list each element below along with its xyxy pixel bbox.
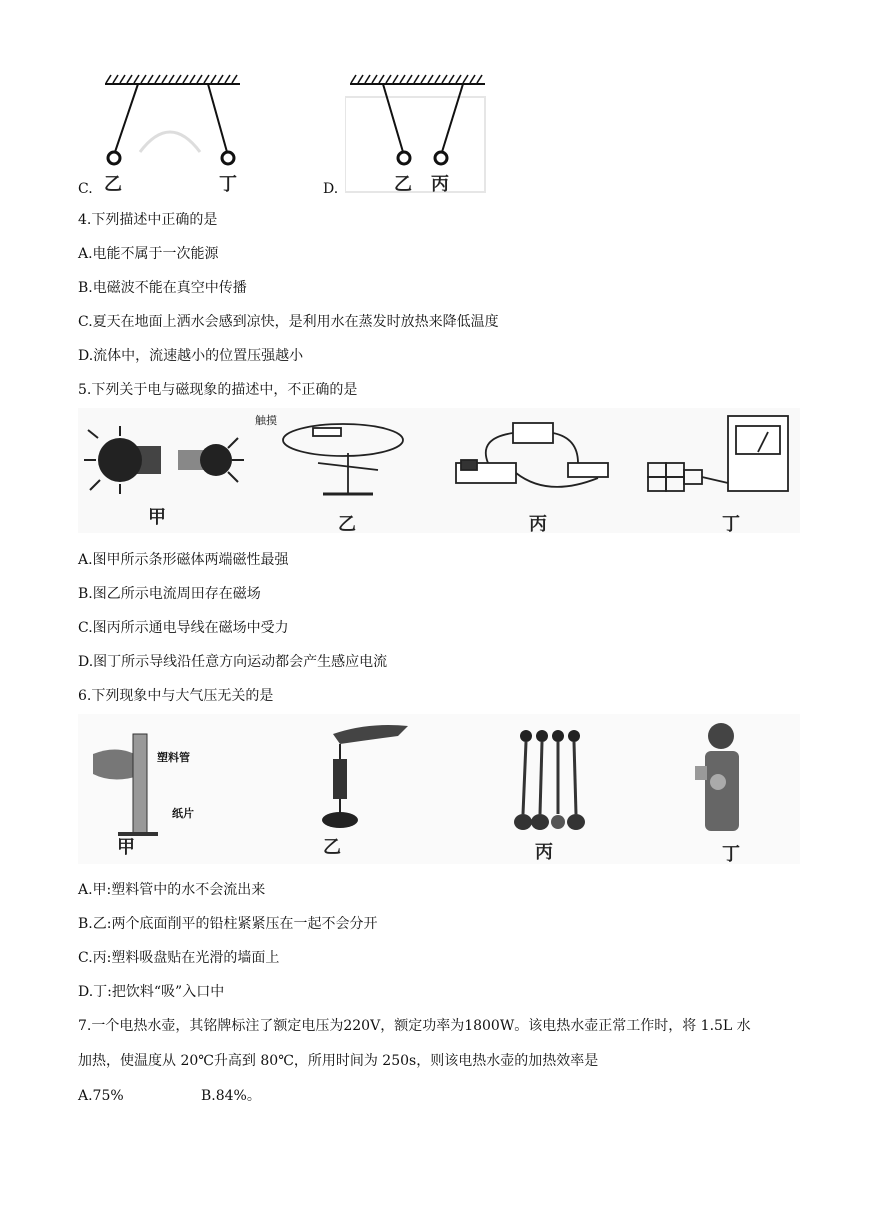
q6-option-c: C.丙:塑料吸盘贴在光滑的墙面上 (78, 950, 280, 966)
q5-option-b: B.图乙所示电流周田存在磁场 (78, 586, 261, 602)
q4-option-b: B.电磁波不能在真空中传播 (78, 280, 247, 296)
q5-option-a: A.图甲所示条形磁体两端磁性最强 (78, 552, 289, 568)
q5-label-jia: 甲 (148, 507, 166, 528)
q5-stem: 5.下列关于电与磁现象的描述中，不正确的是 (78, 382, 358, 398)
q5-figure-strip (78, 408, 800, 533)
q3-c-right-label: 丁 (219, 174, 237, 195)
q5-label-yi: 乙 (338, 514, 356, 535)
ceiling-hatch (350, 75, 485, 84)
q5-label-ding: 丁 (722, 514, 740, 535)
q4-option-d: D.流体中，流速越小的位置压强越小 (78, 348, 304, 364)
q6-label-bing: 丙 (535, 842, 553, 863)
q6-figure-tube-text: 塑料管 (157, 751, 190, 764)
q6-option-d: D.丁:把饮料“吸”入口中 (78, 984, 225, 1000)
q5-option-d: D.图丁所示导线沿任意方向运动都会产生感应电流 (78, 654, 388, 670)
q6-option-a: A.甲:塑料管中的水不会流出来 (78, 882, 266, 898)
q7-option-b: B.84%。 (201, 1088, 261, 1104)
pendulum-ball-right (222, 152, 234, 164)
q7-stem-line1: 7.一个电热水壶，其铭牌标注了额定电压为220V，额定功率为1800W。该电热水壶正常工作时，将 1.5L 水 (78, 1018, 751, 1034)
q6-label-yi: 乙 (323, 837, 341, 858)
q6-figure-paper-text: 纸片 (172, 807, 194, 820)
pendulum-ball-left (398, 152, 410, 164)
q6-label-jia: 甲 (117, 837, 135, 858)
ceiling-hatch (105, 75, 240, 84)
q4-option-a: A.电能不属于一次能源 (78, 246, 219, 262)
q5-label-bing: 丙 (529, 514, 547, 535)
q3-c-left-label: 乙 (104, 174, 122, 195)
q5-option-c: C.图丙所示通电导线在磁场中受力 (78, 620, 289, 636)
q3-option-d-letter: D. (323, 181, 339, 197)
q6-figure-strip (78, 714, 800, 864)
q5-figure-touch-text: 触摸 (255, 414, 277, 427)
pendulum-ball-right (435, 152, 447, 164)
pendulum-ball-left (108, 152, 120, 164)
q4-option-c: C.夏天在地面上洒水会感到凉快，是利用水在蒸发时放热来降低温度 (78, 314, 499, 330)
q6-label-ding: 丁 (722, 844, 740, 865)
q3-figure-d (345, 72, 490, 197)
q7-option-a: A.75% (78, 1088, 124, 1104)
q4-stem: 4.下列描述中正确的是 (78, 212, 218, 228)
q6-stem: 6.下列现象中与大气压无关的是 (78, 688, 274, 704)
q7-stem-line2: 加热，使温度从 20℃升高到 80℃，所用时间为 250s，则该电热水壶的加热效率是 (78, 1053, 599, 1069)
q3-d-left-label: 乙 (394, 174, 412, 195)
q6-option-b: B.乙:两个底面削平的铅柱紧紧压在一起不会分开 (78, 916, 378, 932)
q3-d-right-label: 丙 (431, 174, 449, 195)
q3-option-c-letter: C. (78, 181, 93, 197)
